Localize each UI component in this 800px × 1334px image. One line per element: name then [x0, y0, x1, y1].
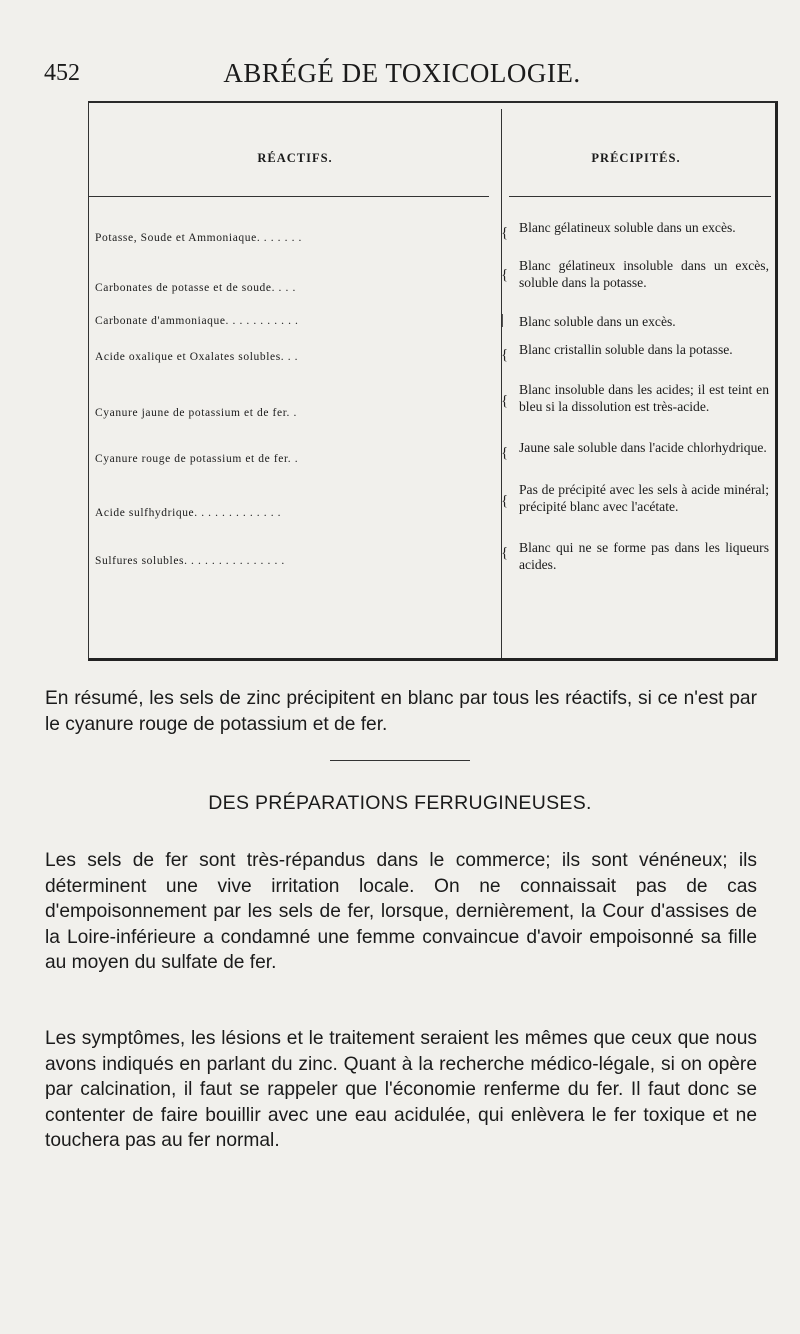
precipitate-cell: Blanc insoluble dans les acides; il est teint en bleu si la dissolution est très-acide.	[519, 382, 769, 414]
reagent-cell: Potasse, Soude et Ammoniaque. . . . . . .	[95, 232, 302, 244]
column-header-precipites: PRÉCIPITÉS.	[591, 151, 681, 165]
precipitate-cell: Jaune sale soluble dans l'acide chlorhydrique.	[519, 440, 767, 455]
precipitate-cell: Blanc gélatineux soluble dans un excès.	[519, 220, 736, 235]
section-divider	[330, 760, 470, 761]
precipitate-cell: Blanc gélatineux insoluble dans un excès, soluble dans la potasse.	[519, 258, 769, 290]
brace: |	[501, 312, 505, 328]
reagents-table	[88, 101, 778, 661]
brace: {	[501, 545, 509, 561]
header-rule-right	[509, 196, 771, 197]
header-rule-left	[89, 196, 489, 197]
running-title: ABRÉGÉ DE TOXICOLOGIE.	[223, 58, 581, 88]
column-header-reactifs: RÉACTIFS.	[257, 151, 333, 165]
paragraph-2: Les symptômes, les lésions et le traitement seraient les mêmes que ceux que nous avons indiqués en parlant du zinc. Quant à la recherche médico-légale, si on opère par calcination, il faut se rappeler que l'économie renferme du fer. Il faut donc se contenter de faire bouillir avec une eau acidulée, qui enlèvera le fer toxique et ne touchera pas au fer normal.	[45, 1028, 757, 1151]
paragraph-1: Les sels de fer sont très-répandus dans le commerce; ils sont vénéneux; ils déterminent une vive irritation locale. On ne connaissait pas de cas d'empoisonnement par les sels de fer, lorsque, dernièrement, la Cour d'assises de la Loire-inférieure a condamné une femme convaincue d'avoir empoisonné sa fille au moyen du sulfate de fer.	[45, 850, 757, 973]
brace: {	[501, 393, 509, 409]
reagent-cell: Carbonates de potasse et de soude. . . .	[95, 282, 296, 294]
precipitate-cell: Blanc cristallin soluble dans la potasse.	[519, 342, 733, 357]
page-number: 452	[44, 60, 80, 86]
column-divider	[501, 109, 505, 658]
reagent-cell: Acide oxalique et Oxalates solubles. . .	[95, 351, 299, 363]
reagent-cell: Sulfures solubles. . . . . . . . . . . . . . .	[95, 555, 285, 567]
page-header	[44, 52, 760, 92]
precipitate-cell: Blanc soluble dans un excès.	[519, 314, 676, 329]
brace: {	[501, 445, 509, 461]
precipitate-cell: Pas de précipité avec les sels à acide minéral; précipité blanc avec l'acétate.	[519, 482, 769, 514]
brace: {	[501, 225, 509, 241]
brace: {	[501, 267, 509, 283]
reagent-cell: Cyanure rouge de potassium et de fer. .	[95, 453, 299, 465]
brace: {	[501, 347, 509, 363]
section-title: DES PRÉPARATIONS FERRUGINEUSES.	[208, 792, 592, 814]
precipitate-cell: Blanc qui ne se forme pas dans les liqueurs acides.	[519, 540, 769, 572]
reagent-cell: Carbonate d'ammoniaque. . . . . . . . . . .	[95, 315, 299, 327]
summary-paragraph: En résumé, les sels de zinc précipitent en blanc par tous les réactifs, si ce n'est par le cyanure rouge de potassium et de fer.	[45, 688, 757, 735]
reagent-cell: Acide sulfhydrique. . . . . . . . . . . . .	[95, 507, 282, 519]
reagent-cell: Cyanure jaune de potassium et de fer. .	[95, 407, 297, 419]
brace: {	[501, 493, 509, 509]
